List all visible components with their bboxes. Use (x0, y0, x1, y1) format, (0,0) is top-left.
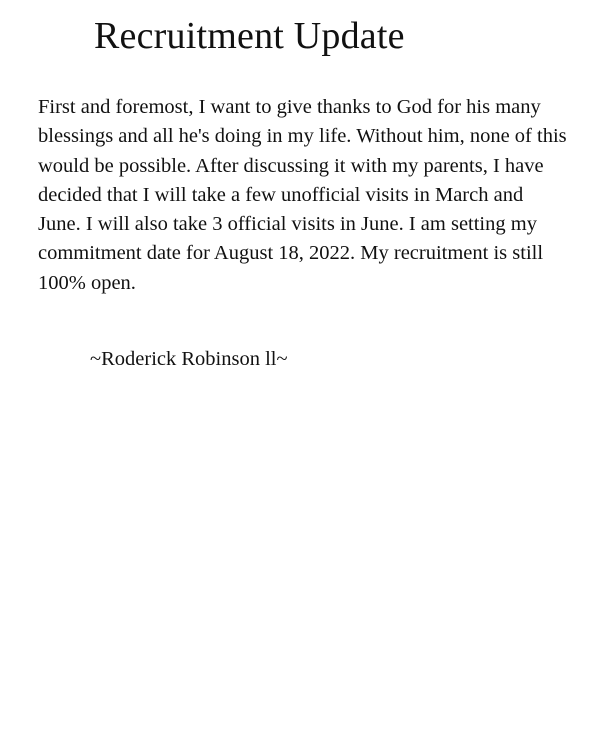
document-title: Recruitment Update (94, 15, 405, 57)
signature: ~Roderick Robinson ll~ (90, 348, 288, 370)
announcement-paragraph: First and foremost, I want to give thanks to God for his many blessings and all he's doing in my life. Without him, none of this would be possible. After discussing it with my parents, I have decided that I will take a few unofficial visits in March and June. I will also take 3 official visits in June. I am setting my commitment date for August 18, 2022. My recruitment is still 100% open. (38, 96, 567, 294)
